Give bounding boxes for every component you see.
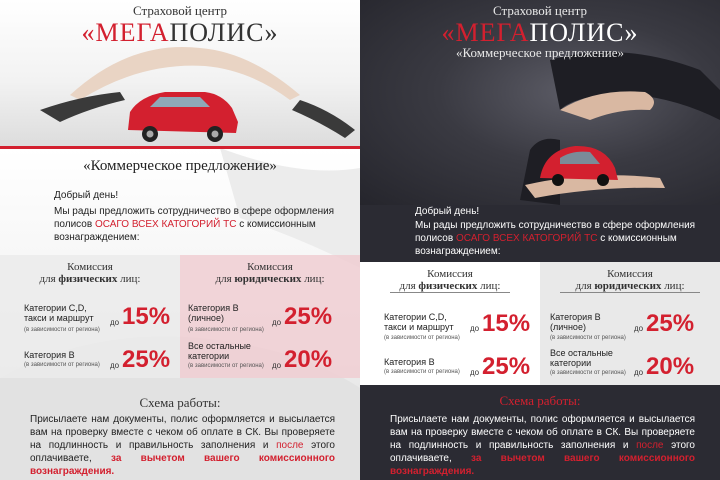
up-to-label: до (634, 368, 644, 377)
up-to-label: до (110, 318, 120, 327)
category-b-label: Категория B (384, 357, 435, 367)
individuals-heading-for: для (399, 280, 419, 292)
commission-percent: 20% (284, 346, 333, 373)
scheme-after: после (636, 440, 664, 451)
intro-paragraph (54, 205, 354, 244)
commission-legal (540, 262, 720, 385)
commission-individuals (0, 255, 180, 378)
commission-percent: 25% (482, 353, 531, 380)
legal-heading-line1: Комиссия (247, 261, 293, 273)
category-b-personal-label: Категория B (личное) (550, 312, 601, 332)
category-b-label: Категория B (24, 350, 75, 360)
individuals-heading-for: для (39, 273, 59, 285)
brand-part-polis: ПОЛИС» (169, 18, 279, 47)
greeting: Добрый день! (54, 190, 119, 201)
greeting: Добрый день! (415, 206, 480, 217)
intro-highlight: ОСАГО ВСЕХ КАТОГОРИЙ ТС (455, 233, 598, 244)
individuals-heading-bold: физических (58, 273, 118, 285)
scheme-text: Присылаете нам документы, полис оформляется и высылается вам на проверку вместе с чеком об оплате в СК. Вы проверяете на подлинность и правильность заполнения и (390, 414, 695, 451)
red-divider (0, 146, 360, 149)
region-note: (в зависимости от региона) (24, 327, 100, 333)
up-to-label: до (272, 318, 282, 327)
brand-part-polis: ПОЛИС» (529, 18, 639, 47)
individuals-heading-bold: физических (418, 280, 478, 292)
brand-logo (360, 18, 720, 48)
individuals-heading (0, 261, 180, 285)
individuals-heading (390, 268, 510, 293)
commission-legal (180, 255, 360, 378)
region-note: (в зависимости от региона) (550, 370, 626, 376)
scheme-text-2: этого оплачиваете, (390, 440, 695, 464)
scheme-text-2: этого оплачиваете, (30, 440, 335, 464)
legal-heading (560, 268, 700, 293)
category-cd-label: Категории C,D, такси и маршрут (384, 312, 454, 332)
commission-percent: 15% (482, 310, 531, 337)
up-to-label: до (470, 324, 480, 333)
brand-part-mega: «МЕГА (441, 18, 530, 47)
legal-heading-end: лиц: (301, 273, 325, 285)
offer-title: «Коммерческое предложение» (83, 158, 277, 174)
center-title: Страховой центр (133, 3, 227, 18)
brand-part-mega: «МЕГА (81, 18, 170, 47)
scheme-paragraph (390, 413, 695, 478)
legal-heading (180, 261, 360, 285)
scheme-paragraph (30, 413, 335, 478)
region-note: (в зависимости от региона) (384, 335, 460, 341)
category-b-personal-label: Категория B (личное) (188, 303, 239, 323)
up-to-label: до (110, 361, 120, 370)
region-note: (в зависимости от региона) (188, 327, 264, 333)
individuals-heading-end: лиц: (477, 280, 501, 292)
brand-logo (0, 18, 360, 48)
offer-title: «Коммерческое предложение» (455, 45, 624, 60)
legal-heading-line1: Комиссия (607, 268, 653, 280)
intro-text: Мы рады предложить сотрудничество в сфере оформления полисов (415, 220, 696, 244)
up-to-label: до (634, 324, 644, 333)
intro-text: Мы рады предложить сотрудничество в сфере оформления полисов (54, 206, 335, 230)
individuals-heading-line1: Комиссия (67, 261, 113, 273)
legal-heading-for: для (575, 280, 595, 292)
flyer-dark (360, 0, 720, 480)
region-note: (в зависимости от региона) (188, 363, 264, 369)
region-note: (в зависимости от региона) (384, 369, 460, 375)
scheme-bold: за вычетом вашего комиссионного вознаграждения. (30, 453, 335, 477)
legal-heading-end: лиц: (661, 280, 685, 292)
region-note: (в зависимости от региона) (550, 335, 626, 341)
intro-paragraph (415, 219, 715, 258)
region-note: (в зависимости от региона) (24, 362, 100, 368)
scheme-after: после (276, 440, 304, 451)
scheme-text: Присылаете нам документы, полис оформляется и высылается вам на проверку вместе с чеком об оплате в СК. Вы проверяете на подлинность и правильность заполнения и (30, 414, 335, 451)
category-cd-label: Категории C,D, такси и маршрут (24, 303, 94, 323)
red-car-icon (128, 92, 238, 142)
individuals-heading-end: лиц: (117, 273, 141, 285)
legal-heading-for: для (215, 273, 235, 285)
intro-highlight: ОСАГО ВСЕХ КАТОГОРИЙ ТС (94, 219, 237, 230)
commission-percent: 15% (122, 303, 171, 330)
other-categories-label: Все остальные категории (550, 348, 613, 368)
commission-percent: 20% (646, 353, 695, 380)
scheme-bold: за вычетом вашего комиссионного вознаграждения. (390, 453, 695, 477)
up-to-label: до (470, 368, 480, 377)
intro-text-end: с комиссионным вознаграждением: (415, 233, 677, 257)
legal-heading-bold: юридических (594, 280, 662, 292)
scheme-title: Схема работы: (499, 393, 581, 408)
center-title: Страховой центр (493, 3, 587, 18)
intro-text-end: с комиссионным вознаграждением: (54, 219, 316, 243)
other-categories-label: Все остальные категории (188, 341, 251, 361)
commission-percent: 25% (122, 346, 171, 373)
commission-individuals (360, 262, 540, 385)
commission-percent: 25% (284, 303, 333, 330)
legal-heading-bold: юридических (234, 273, 302, 285)
commission-percent: 25% (646, 310, 695, 337)
up-to-label: до (272, 361, 282, 370)
scheme-title: Схема работы: (139, 395, 221, 410)
individuals-heading-line1: Комиссия (427, 268, 473, 280)
